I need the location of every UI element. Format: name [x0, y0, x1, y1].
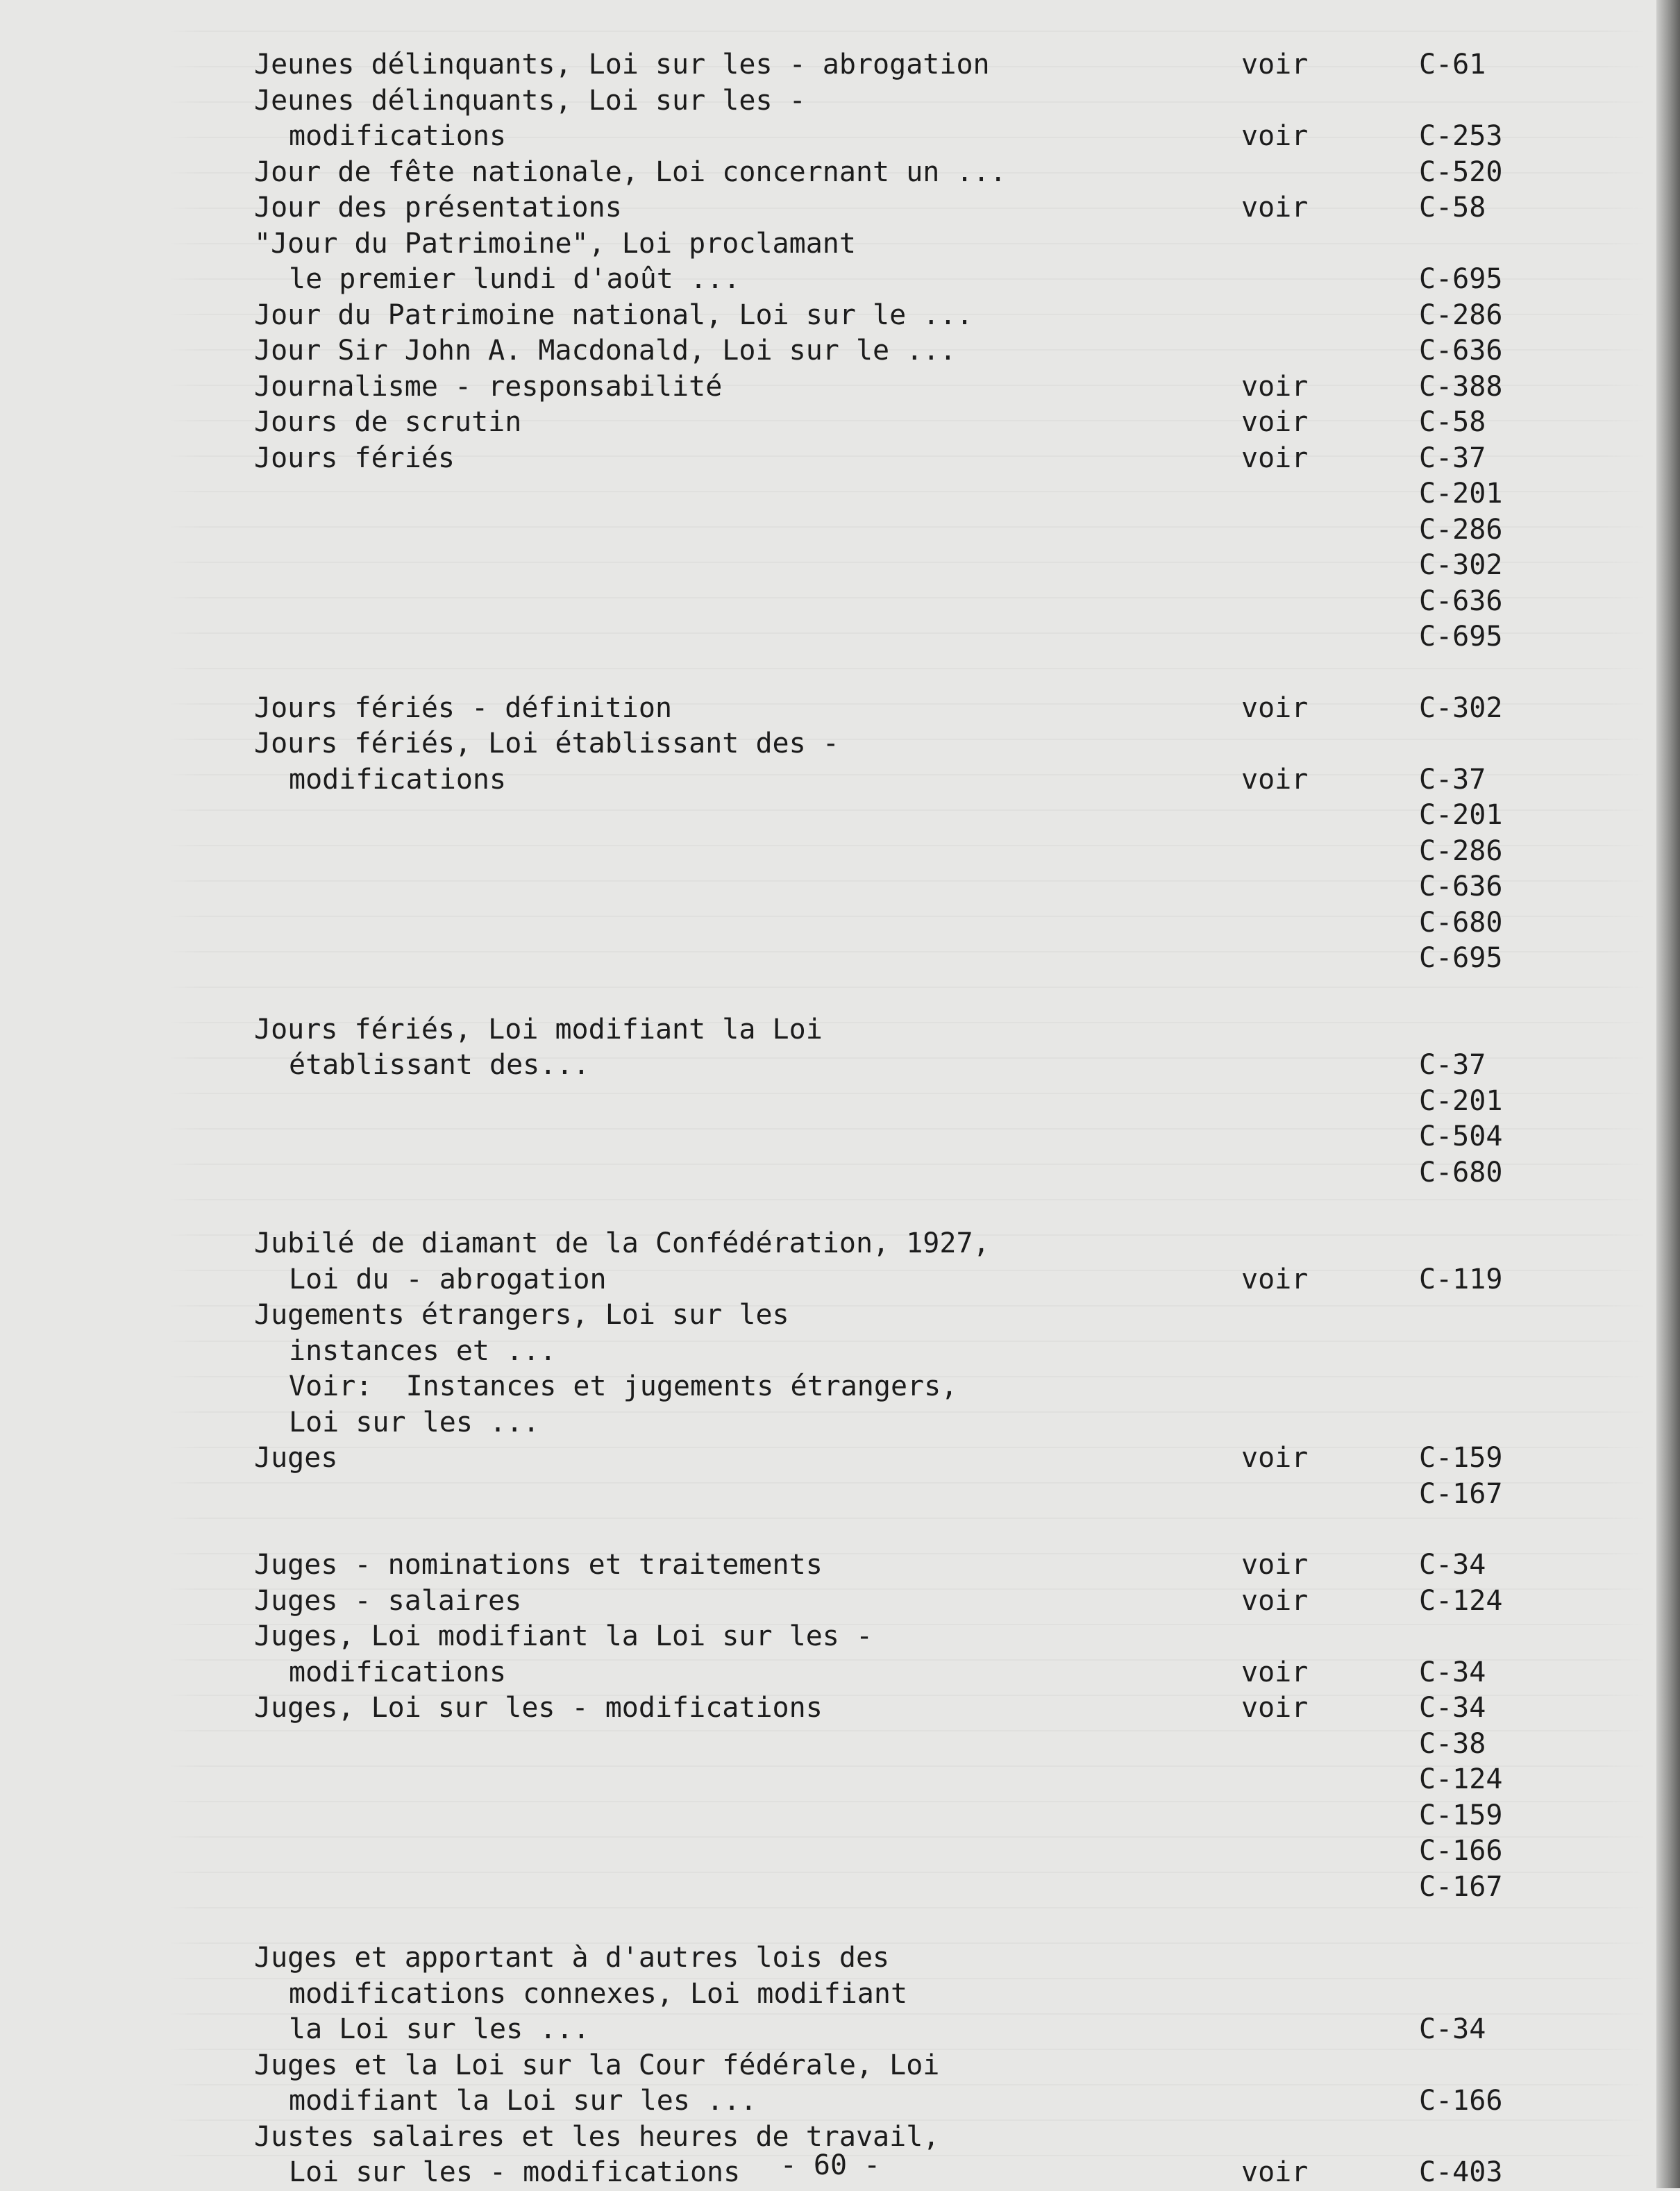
see-reference-label: voir — [1241, 120, 1309, 152]
page-number: - 60 - — [780, 2149, 881, 2181]
entry-line — [0, 691, 1680, 727]
bill-code: C-286 — [1419, 834, 1503, 867]
entry-title-continuation: la Loi sur les ... — [289, 2013, 590, 2045]
entry-line — [0, 369, 1680, 405]
entry-line — [0, 1547, 1680, 1584]
index-entry — [0, 405, 1680, 441]
bill-code: C-302 — [1419, 549, 1503, 581]
entry-line — [0, 1334, 1680, 1370]
bill-code: C-34 — [1419, 1656, 1486, 1688]
entry-title: Juges et la Loi sur la Cour fédérale, Loi — [254, 2049, 940, 2081]
entry-line — [0, 584, 1680, 620]
see-reference-label: voir — [1241, 442, 1309, 474]
entry-line — [0, 1584, 1680, 1620]
entry-line — [0, 834, 1680, 870]
entry-line — [0, 441, 1680, 477]
entry-line — [0, 1690, 1680, 1727]
entry-title: Juges - salaires — [254, 1584, 522, 1617]
entry-line — [0, 47, 1680, 83]
entry-title: "Jour du Patrimoine", Loi proclamant — [254, 227, 856, 260]
bill-code: C-34 — [1419, 1692, 1486, 1724]
index-entry — [0, 2048, 1680, 2119]
entry-title-continuation: modifications — [289, 763, 507, 796]
see-reference-label: voir — [1241, 192, 1309, 224]
entry-title: Juges, Loi sur les - modifications — [254, 1692, 823, 1724]
entry-title-continuation: modifications — [289, 1656, 507, 1688]
entry-title: Juges - nominations et traitements — [254, 1549, 823, 1581]
see-reference-label: voir — [1241, 406, 1309, 438]
see-reference-label: voir — [1241, 1549, 1309, 1581]
index-entry — [0, 1226, 1680, 1298]
entry-line — [0, 941, 1680, 977]
index-entry — [0, 226, 1680, 298]
bill-code: C-695 — [1419, 263, 1503, 295]
entry-line — [0, 1298, 1680, 1334]
entry-title: Jeunes délinquants, Loi sur les - — [254, 84, 806, 117]
entry-title-continuation: Loi sur les ... — [289, 1406, 540, 1438]
bill-code: C-159 — [1419, 1442, 1503, 1474]
entry-line — [0, 1976, 1680, 2013]
index-entry — [0, 83, 1680, 155]
entry-title: Juges, Loi modifiant la Loi sur les - — [254, 1620, 873, 1652]
entry-line — [0, 262, 1680, 298]
index-entry — [0, 369, 1680, 405]
entry-line — [0, 190, 1680, 226]
entry-line — [0, 298, 1680, 334]
entry-line — [0, 762, 1680, 798]
bill-code: C-37 — [1419, 442, 1486, 474]
entry-title-continuation: Loi sur les - modifications — [289, 2156, 741, 2188]
entry-line — [0, 548, 1680, 584]
see-reference-label: voir — [1241, 49, 1309, 81]
entry-line — [0, 1369, 1680, 1405]
index-entry — [0, 333, 1680, 369]
bill-code: C-636 — [1419, 335, 1503, 367]
index-entries — [0, 47, 1680, 2191]
entry-line — [0, 226, 1680, 262]
entry-line — [0, 1762, 1680, 1798]
bill-code: C-58 — [1419, 192, 1486, 224]
entry-title: Jeunes délinquants, Loi sur les - abrogation — [254, 49, 990, 81]
entry-line — [0, 1012, 1680, 1048]
entry-line — [0, 512, 1680, 548]
bill-code: C-286 — [1419, 299, 1503, 331]
entry-title: Jours fériés — [254, 442, 455, 474]
see-reference-label: voir — [1241, 1442, 1309, 1474]
entry-line — [0, 1727, 1680, 1763]
see-reference-label: voir — [1241, 1584, 1309, 1617]
index-entry — [0, 726, 1680, 977]
entry-line — [0, 476, 1680, 512]
entry-title: Jugements étrangers, Loi sur les — [254, 1299, 789, 1331]
bill-code: C-403 — [1419, 2156, 1503, 2188]
index-entry — [0, 1690, 1680, 1905]
bill-code: C-34 — [1419, 2013, 1486, 2045]
bill-code: C-201 — [1419, 1084, 1503, 1117]
entry-title-continuation: Loi du - abrogation — [289, 1263, 607, 1295]
index-entry — [0, 441, 1680, 655]
entry-title: Jours fériés - définition — [254, 691, 673, 724]
entry-title: Jours fériés, Loi modifiant la Loi — [254, 1013, 823, 1046]
entry-title: Juges et apportant à d'autres lois des — [254, 1942, 890, 1974]
entry-line — [0, 1619, 1680, 1655]
entry-line — [0, 869, 1680, 905]
entry-title-continuation: instances et ... — [289, 1334, 557, 1367]
entry-line — [0, 1226, 1680, 1262]
entry-line — [0, 619, 1680, 655]
bill-code: C-302 — [1419, 691, 1503, 724]
bill-code: C-166 — [1419, 1835, 1503, 1867]
entry-line — [0, 119, 1680, 155]
bill-code: C-680 — [1419, 906, 1503, 939]
bill-code: C-253 — [1419, 120, 1503, 152]
entry-title: Jours de scrutin — [254, 406, 522, 438]
index-entry — [0, 1012, 1680, 1191]
entry-line — [0, 1441, 1680, 1477]
bill-code: C-680 — [1419, 1156, 1503, 1189]
bill-code: C-37 — [1419, 1049, 1486, 1081]
entry-line — [0, 1833, 1680, 1870]
entry-title: Jour du Patrimoine national, Loi sur le ... — [254, 299, 973, 331]
entry-line — [0, 1870, 1680, 1906]
bill-code: C-119 — [1419, 1263, 1503, 1295]
index-entry — [0, 1584, 1680, 1620]
entry-line — [0, 1655, 1680, 1691]
entry-line — [0, 1477, 1680, 1513]
see-reference-label: voir — [1241, 1263, 1309, 1295]
entry-line — [0, 1084, 1680, 1120]
entry-line — [0, 1262, 1680, 1298]
bill-code: C-38 — [1419, 1727, 1486, 1760]
bill-code: C-167 — [1419, 1870, 1503, 1903]
index-entry — [0, 47, 1680, 83]
bill-code: C-159 — [1419, 1799, 1503, 1831]
entry-line — [0, 1155, 1680, 1191]
bill-code: C-124 — [1419, 1584, 1503, 1617]
entry-line — [0, 1119, 1680, 1155]
bill-code: C-636 — [1419, 585, 1503, 617]
bill-code: C-286 — [1419, 513, 1503, 546]
see-reference-label: voir — [1241, 691, 1309, 724]
entry-line — [0, 905, 1680, 941]
bill-code: C-201 — [1419, 478, 1503, 510]
entry-line — [0, 2083, 1680, 2119]
bill-code: C-388 — [1419, 370, 1503, 403]
bill-code: C-34 — [1419, 1549, 1486, 1581]
bill-code: C-124 — [1419, 1763, 1503, 1795]
entry-title: Journalisme - responsabilité — [254, 370, 723, 403]
index-entry — [0, 1619, 1680, 1690]
entry-title-continuation: modifiant la Loi sur les ... — [289, 2085, 757, 2117]
entry-title-continuation: établissant des... — [289, 1049, 590, 1081]
bill-code: C-167 — [1419, 1477, 1503, 1510]
entry-title-continuation: modifications — [289, 120, 507, 152]
entry-line — [0, 798, 1680, 834]
index-entry — [0, 190, 1680, 226]
bill-code: C-636 — [1419, 871, 1503, 903]
entry-line — [0, 2048, 1680, 2084]
bill-code: C-695 — [1419, 621, 1503, 653]
bill-code: C-201 — [1419, 799, 1503, 831]
entry-line — [0, 1940, 1680, 1976]
entry-line — [0, 1798, 1680, 1834]
entry-title-continuation: modifications connexes, Loi modifiant — [289, 1977, 908, 2010]
entry-title: Jour des présentations — [254, 192, 622, 224]
entry-line — [0, 1048, 1680, 1084]
index-entry — [0, 155, 1680, 191]
index-entry — [0, 298, 1680, 334]
entry-title-continuation: le premier lundi d'août ... — [289, 263, 741, 295]
bill-code: C-166 — [1419, 2085, 1503, 2117]
entry-title: Justes salaires et les heures de travail, — [254, 2120, 940, 2153]
bill-code: C-695 — [1419, 942, 1503, 974]
index-entry — [0, 1441, 1680, 1512]
see-reference-label: voir — [1241, 1692, 1309, 1724]
entry-line — [0, 405, 1680, 441]
entry-line — [0, 155, 1680, 191]
see-reference-label: voir — [1241, 370, 1309, 403]
bill-code: C-37 — [1419, 763, 1486, 796]
entry-line — [0, 2012, 1680, 2048]
entry-title: Jour de fête nationale, Loi concernant un ... — [254, 156, 1007, 188]
see-reference-label: voir — [1241, 1656, 1309, 1688]
entry-title: Jour Sir John A. Macdonald, Loi sur le ... — [254, 335, 957, 367]
entry-line — [0, 1405, 1680, 1441]
entry-line — [0, 83, 1680, 119]
bill-code: C-58 — [1419, 406, 1486, 438]
index-entry — [0, 691, 1680, 727]
index-entry — [0, 1298, 1680, 1441]
bill-code: C-504 — [1419, 1120, 1503, 1152]
see-reference-label: voir — [1241, 763, 1309, 796]
entry-title: Juges — [254, 1442, 338, 1474]
see-reference-label: voir — [1241, 2156, 1309, 2188]
entry-title: Jubilé de diamant de la Confédération, 1927, — [254, 1227, 990, 1259]
index-entry — [0, 1940, 1680, 2048]
bill-code: C-520 — [1419, 156, 1503, 188]
entry-line — [0, 333, 1680, 369]
bill-code: C-61 — [1419, 49, 1486, 81]
entry-title: Jours fériés, Loi établissant des - — [254, 728, 839, 759]
entry-title-continuation: Voir: Instances et jugements étrangers, — [289, 1370, 958, 1402]
index-entry — [0, 1547, 1680, 1584]
entry-line — [0, 726, 1680, 762]
